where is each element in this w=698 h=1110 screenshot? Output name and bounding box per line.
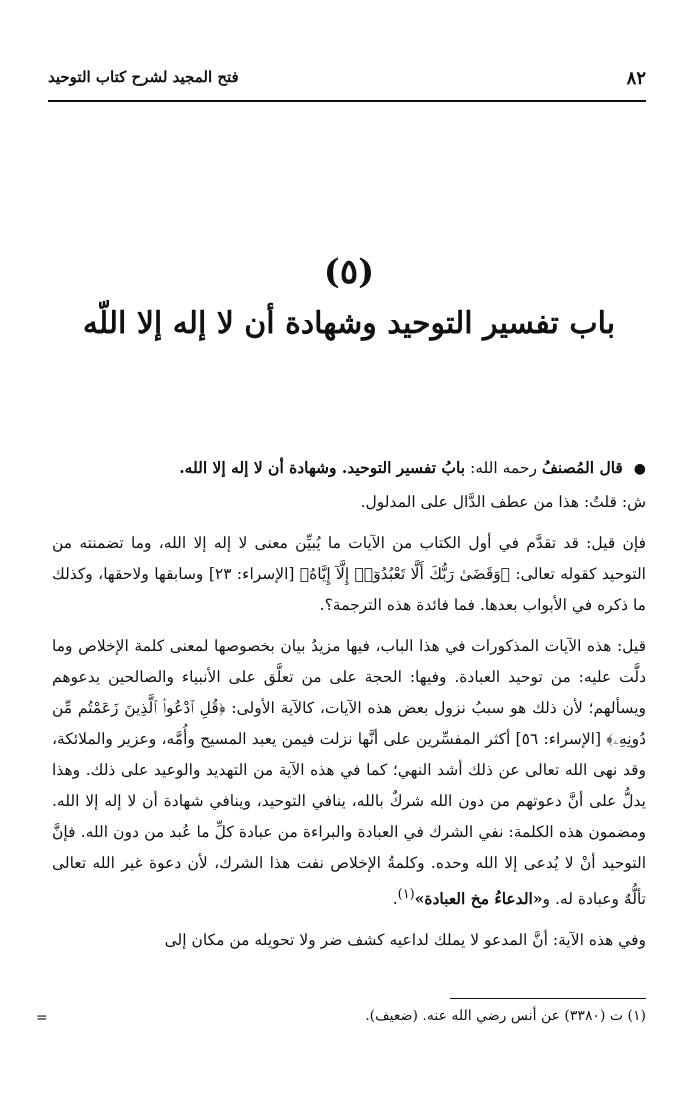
paragraph-question: فإن قيل: قد تقدَّم في أول الكتاب من الآيات ما يُبيِّن معنى لا إله إلا الله، وما تضمنته من التوحيد كقوله تعالى: ﴿وَقَضَىٰ رَبُّكَ أَلَّا تَعْبُدُوٓا۟ إِلَّآ إِيَّاهُ﴾ [الإسراء: ٢٣] وسابقها ولاحقها، وكذلك ما ذكره في الأبواب بعدها. فما فائدة هذه الترجمة؟. (52, 534, 646, 614)
bullet-icon: ● (633, 461, 646, 477)
author-label: قال المُصنفُ (541, 458, 623, 477)
answer-text: قيل: هذه الآيات المذكورات في هذا الباب، فيها مزيدُ بيان بخصوصها لمعنى كلمة الإخلاص وما دلَّت عليه: من توحيد العبادة. وفيها: الحجة على من تعلَّق على الأنبياء والصالحين يدعوهم ويسألهم؛ لأن ذلك هو سببُ نزول بعض هذه الآيات، كالآية الأولى: ﴿قُلِ ٱدْعُوا۟ ٱلَّذِينَ زَعَمْتُم مِّن دُونِهِۦ﴾ [الإسراء: ٥٦] أكثر المفسِّرين على أنَّها نزلت فيمن يعبد المسيح وأُمَّه، وعزير والملائكة، وقد نهى الله تعالى عن ذلك أشد النهي؛ كما في هذه الآية من التهديد والوعيد على ذلك. وهذا يدلُّ على أنَّ دعوتهم من دون الله شركٌ بالله، ينافي التوحيد، وينافي شهادة أن لا إله إلا الله. ومضمون هذه الكلمة: نفي الشرك في العبادة والبراءة من عبادة كلِّ ما عُبد من دون الله. فإنَّ التوحيد أنْ لا يُدعى إلا الله وحده. وكلمةُ الإخلاص نفت هذا الشرك، لأن دعوة غير الله تعالى تألُّهٌ وعبادة له. و (52, 637, 647, 909)
margin-mark: = (36, 1010, 48, 1026)
paragraph-answer (52, 631, 646, 915)
paragraph-commentary-intro: ش: قلتُ: هذا من عطف الدَّال على المدلول. (360, 493, 646, 511)
author-blessing: رحمه الله: (469, 459, 537, 477)
hadith-quote: «الدعاءُ مخ العبادة» (414, 889, 543, 909)
page-header (48, 68, 646, 102)
chapter-number: (٥) (323, 252, 375, 292)
running-book-title: فتح المجيد لشرح كتاب التوحيد (48, 68, 239, 86)
main-text (52, 452, 646, 966)
footnote: (١) ت (٣٣٨٠) عن أنس رضي الله عنه. (ضعيف). (365, 1008, 646, 1024)
page-number: ٨٢ (626, 68, 646, 89)
chapter-title: باب تفسير التوحيد وشهادة أن لا إله إلا اللّه (82, 306, 616, 341)
footnote-divider (450, 998, 646, 999)
answer-end: . (392, 890, 398, 909)
chapter-restatement: بابُ تفسير التوحيد. وشهادة أن لا إله إلا الله. (179, 458, 466, 477)
paragraph-author-statement (52, 452, 646, 485)
footnote-reference: (١) (397, 887, 415, 902)
paragraph-continuation: وفي هذه الآية: أنَّ المدعو لا يملك لداعيه كشف ضر ولا تحويله من مكان إلى (164, 931, 646, 950)
